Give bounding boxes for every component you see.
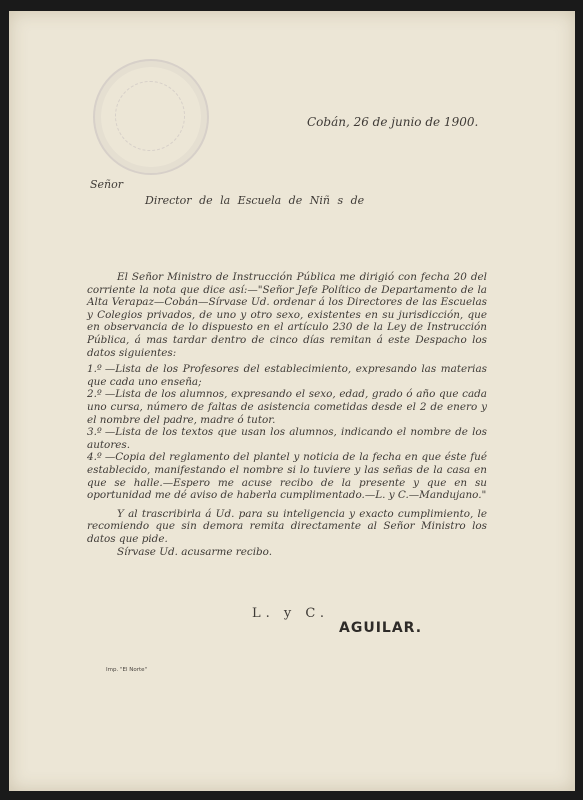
printer-imprint: Imp. "El Norte" (106, 667, 148, 673)
signature: AGUILAR. (339, 620, 423, 636)
addressee: Director de la Escuela de Niñ s de (145, 194, 365, 207)
list-item-number: 4.º (87, 451, 102, 464)
list-item (87, 363, 487, 388)
list-item-number: 1.º (87, 363, 102, 376)
stamp-seal (93, 59, 209, 175)
closing-paragraph: Y al trascribirla á Ud. para su inteligencia y exacto cumplimiento, le recomiendo que sin demora remita directamente al Señor Ministro los datos que pide. (87, 507, 487, 545)
document-page (9, 11, 575, 791)
receipt-request: Sírvase Ud. acusarme recibo. (117, 546, 273, 559)
lyc-closing: L. y C. (252, 606, 329, 621)
list-item-text: —Lista de los textos que usan los alumnos, indicando el nombre de los autores. (87, 426, 487, 451)
list-item (87, 451, 487, 501)
list-item-number: 3.º (87, 426, 102, 439)
list-item (87, 388, 487, 426)
dateline: Cobán, 26 de junio de 1900. (307, 115, 479, 129)
salutation: Señor (90, 178, 124, 191)
letter-body (87, 271, 487, 559)
list-item-text: —Lista de los Profesores del establecimiento, expresando las materias que cada uno enseña; (87, 363, 487, 388)
requirements-list (87, 363, 487, 502)
intro-paragraph: El Señor Ministro de Instrucción Pública me dirigió con fecha 20 del corriente la nota que dice así:—"Señor Jefe Político de Departamento de la Alta Verapaz—Cobán—Sírvase Ud. ordenar á los Directores de las Escuelas y Colegios privados, de uno y otro sexo, existentes en su jurisdicción, que en observancia de lo dispuesto en el artículo 230 de la Ley de Instrucción Pública, á mas tardar dentro de cinco días remitan á este Despacho los datos siguientes: (87, 271, 487, 359)
list-item-text: —Copia del reglamento del plantel y noticia de la fecha en que éste fué establecido, manifestando el nombre si lo tuviere y las señas de la casa en que se halle.—Espero me acuse recibo de la presente y que en su oportunidad me dé aviso de haberla cumplimentado.—L. y C.—Mandujano." (87, 451, 487, 502)
stamp-seal-inner-ring (115, 81, 185, 151)
list-item (87, 426, 487, 451)
list-item-number: 2.º (87, 388, 102, 401)
list-item-text: —Lista de los alumnos, expresando el sexo, edad, grado ó año que cada uno cursa, número de faltas de asistencia cometidas desde el 2 de enero y el nombre del padre, madre ó tutor. (87, 388, 487, 426)
